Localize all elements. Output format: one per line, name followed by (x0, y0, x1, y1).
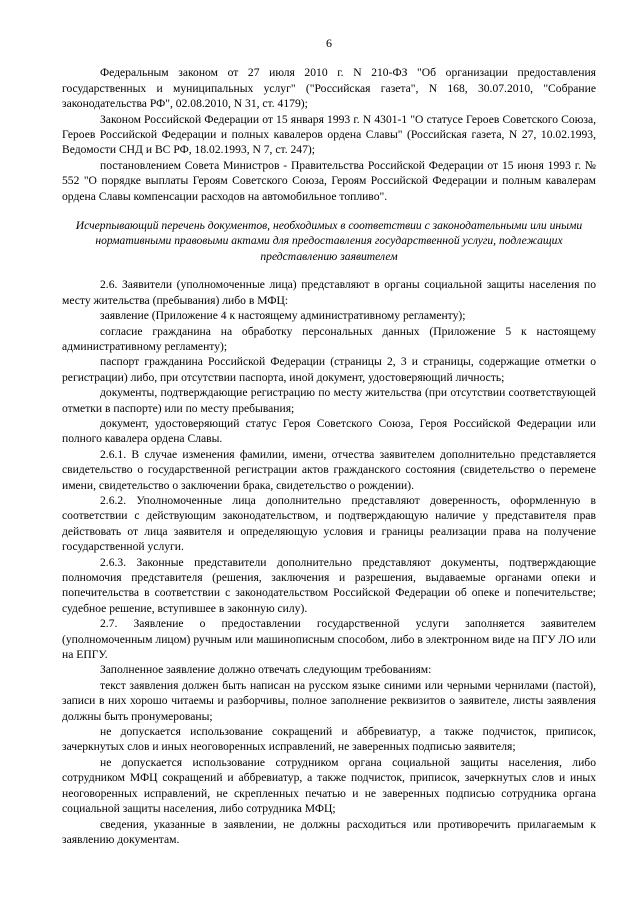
requirement-no-abbreviations-staff: не допускается использование сотрудником органа социальной защиты населения, либо сотрудником МФЦ сокращений и аббревиатур, а также подчисток, приписок, зачеркнутых слов и иных неоговоренных исправлений, не скрепленных печатью и не заверенных подписью сотрудника органа социальной защиты населения, либо сотрудника МФЦ; (62, 755, 596, 816)
paragraph-2-7: 2.7. Заявление о предоставлении государственной услуги заполняется заявителем (уполномоченным лицом) ручным или машинописным способом, либо в электронном виде на ПГУ ЛО или на ЕПГУ. (62, 617, 596, 662)
paragraph-2-6-1: 2.6.1. В случае изменения фамилии, имени, отчества заявителем дополнительно представляется свидетельство о государственной регистрации актов гражданского состояния (свидетельство о перемене имени, свидетельство о заключении брака, свидетельство о рождении). (62, 447, 596, 492)
law-reference-4301-1: Законом Российской Федерации от 15 января 1993 г. N 4301-1 "О статусе Героев Советского Союза, Героев Российской Федерации и полных кавалеров ордена Славы" (Российская газета, N 27, 10.02.1993, Ведомости СНД и ВС РФ, 18.02.1993, N 7, ст. 247); (62, 112, 596, 157)
section-gap (62, 204, 596, 218)
list-item-application: заявление (Приложение 4 к настоящему административному регламенту); (100, 309, 466, 323)
list-item-hero-status-doc: документ, удостоверяющий статус Героя Советского Союза, Героя Российской Федерации или полного кавалера ордена Славы. (62, 416, 596, 446)
list-item-passport: паспорт гражданина Российской Федерации (страницы 2, 3 и страницы, содержащие отметки о регистрации) либо, при отсутствии паспорта, иной документ, удостоверяющий личность; (62, 355, 596, 384)
list-item-registration-docs: документы, подтверждающие регистрацию по месту жительства (при отсутствии соответствующей отметки в паспорте) или по месту пребывания; (62, 386, 596, 415)
paragraph-2-6: 2.6. Заявители (уполномоченные лица) представляют в органы социальной защиты населения по месту жительства (пребывания) либо в МФЦ: (62, 278, 596, 307)
list-item-consent: согласие гражданина на обработку персональных данных (Приложение 5 к настоящему административному регламенту); (62, 324, 596, 353)
requirement-text-language: текст заявления должен быть написан на русском языке синими или черными чернилами (пастой), записи в них хорошо читаемы и разборчивы, полное заполнение реквизитов о заявителе, листы заявления должны быть пронумерованы; (62, 678, 596, 723)
paragraph-2-6-2: 2.6.2. Уполномоченные лица дополнительно представляют доверенность, оформленную в соответствии с действующим законодательством, и подтверждающую наличие у представителя прав действовать от лица заявителя и определяющую условия и границы реализации права на получение государственной услуги. (62, 493, 596, 554)
requirement-no-abbreviations-applicant: не допускается использование сокращений и аббревиатур, а также подчисток, приписок, зачеркнутых слов и иных неоговоренных исправлений, не заверенных подписью заявителя; (62, 725, 596, 754)
requirement-consistency: сведения, указанные в заявлении, не должны расходиться или противоречить прилагаемым к заявлению документам. (62, 817, 596, 846)
law-reference-210fz: Федеральным законом от 27 июля 2010 г. N 210-ФЗ "Об организации предоставления государственных и муниципальных услуг" ("Российская газета", N 168, 30.07.2010, "Собрание законодательства РФ", 02.08.2010, N 31, ст. 4179); (62, 66, 596, 111)
resolution-reference-552: постановлением Совета Министров - Правительства Российской Федерации от 15 июня 1993 г. № 552 "О порядке выплаты Героям Советского Союза, Героям Российской Федерации и полным кавалерам ордена Славы компенсации расходов на автомобильное топливо". (62, 158, 596, 203)
page-number: 6 (326, 36, 332, 50)
section-heading: Исчерпывающий перечень документов, необходимых в соответствии с законодательными или иными нормативными правовыми актами для предоставления государственной услуги, подлежащих представлению заявителем (75, 219, 583, 263)
paragraph-2-6-3: 2.6.3. Законные представители дополнительно представляют документы, подтверждающие полномочия представителя (решения, заключения и разрешения, выдаваемые органами опеки и попечительства в соответствии с законодательством Российской Федерации об опеке и попечительстве; судебное решение, вступившее в законную силу). (62, 555, 596, 615)
requirements-intro: Заполненное заявление должно отвечать следующим требованиям: (100, 663, 432, 677)
